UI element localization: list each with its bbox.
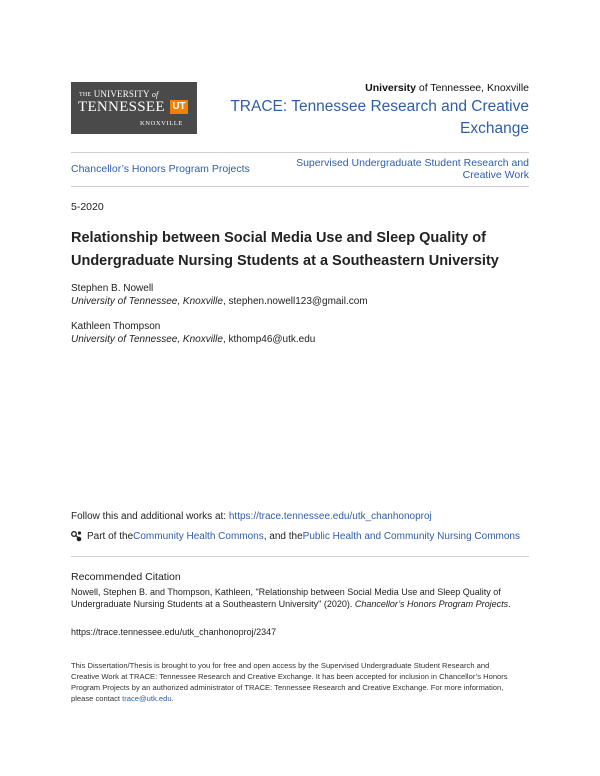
citation-text xyxy=(71,586,531,610)
follow-line xyxy=(71,511,432,522)
access-statement-text: This Dissertation/Thesis is brought to you for free and open access by the Supervised Undergraduate Student Research and Creative Work at TRACE: Tennessee Research and Creative Exchange. It has been accepted for inclusion in Chancellor’s Honors Program Projects by an authorized administrator of TRACE: Tennessee Research and Creative Exchange. For more information, please contact xyxy=(71,661,508,703)
collection-link-undergrad-research[interactable]: Supervised Undergraduate Student Research and Creative Work xyxy=(296,157,529,181)
citation-body: Nowell, Stephen B. and Thompson, Kathleen, "Relationship between Social Media Use and Sleep Quality of Undergraduate Nursing Students at a Southeastern University" (2020). xyxy=(71,587,501,609)
publication-date: 5-2020 xyxy=(71,201,104,213)
commons-network-icon xyxy=(71,530,83,542)
author-name: Stephen B. Nowell xyxy=(71,283,154,294)
citation-end: . xyxy=(508,599,511,609)
author-affiliation xyxy=(71,295,368,308)
author-email[interactable]: , kthomp46@utk.edu xyxy=(222,334,316,345)
divider xyxy=(71,152,529,153)
author-block xyxy=(71,282,368,308)
recommended-citation-heading: Recommended Citation xyxy=(71,571,181,583)
author-name: Kathleen Thompson xyxy=(71,321,161,332)
ut-badge-icon: UT xyxy=(170,100,188,114)
author-institution: University of Tennessee, Knoxville xyxy=(71,296,223,307)
logo-the: THE xyxy=(79,92,92,98)
contact-email-link[interactable]: trace@utk.edu xyxy=(122,694,172,703)
repository-link[interactable]: TRACE: Tennessee Research and Creative Exchange xyxy=(230,98,529,137)
citation-url[interactable]: https://trace.tennessee.edu/utk_chanhonoproj/2347 xyxy=(71,627,277,637)
logo-knoxville: KNOXVILLE xyxy=(140,120,183,127)
collection-link-honors[interactable]: Chancellor’s Honors Program Projects xyxy=(71,163,250,175)
institution-name xyxy=(365,82,529,94)
logo-university: UNIVERSITY xyxy=(93,89,150,99)
author-block xyxy=(71,320,315,346)
divider xyxy=(71,556,529,557)
access-statement xyxy=(71,660,511,704)
follow-url-link[interactable]: https://trace.tennessee.edu/utk_chanhonoproj xyxy=(228,511,432,522)
divider xyxy=(71,186,529,187)
logo-tennessee: TENNESSEE xyxy=(78,99,165,115)
document-title: Relationship between Social Media Use and Sleep Quality of Undergraduate Nursing Students at a Southeastern University xyxy=(71,230,499,269)
university-logo[interactable] xyxy=(71,82,197,134)
institution-bold: University xyxy=(365,82,416,94)
part-of-middle: , and the xyxy=(263,530,303,542)
logo-of: of xyxy=(151,90,159,99)
author-email[interactable]: , stephen.nowell123@gmail.com xyxy=(222,296,368,307)
part-of-prefix: Part of the xyxy=(87,530,134,542)
citation-series: Chancellor’s Honors Program Projects xyxy=(354,599,509,609)
part-of-line xyxy=(71,530,520,542)
public-health-nursing-commons-link[interactable]: Public Health and Community Nursing Commons xyxy=(302,530,520,542)
logo-line-1 xyxy=(79,89,158,99)
institution-rest: of Tennessee, Knoxville xyxy=(415,82,529,94)
author-institution: University of Tennessee, Knoxville xyxy=(71,334,223,345)
author-affiliation xyxy=(71,333,315,346)
follow-text: Follow this and additional works at: xyxy=(71,511,229,522)
community-health-commons-link[interactable]: Community Health Commons xyxy=(133,530,264,542)
access-statement-end: . xyxy=(171,694,174,703)
